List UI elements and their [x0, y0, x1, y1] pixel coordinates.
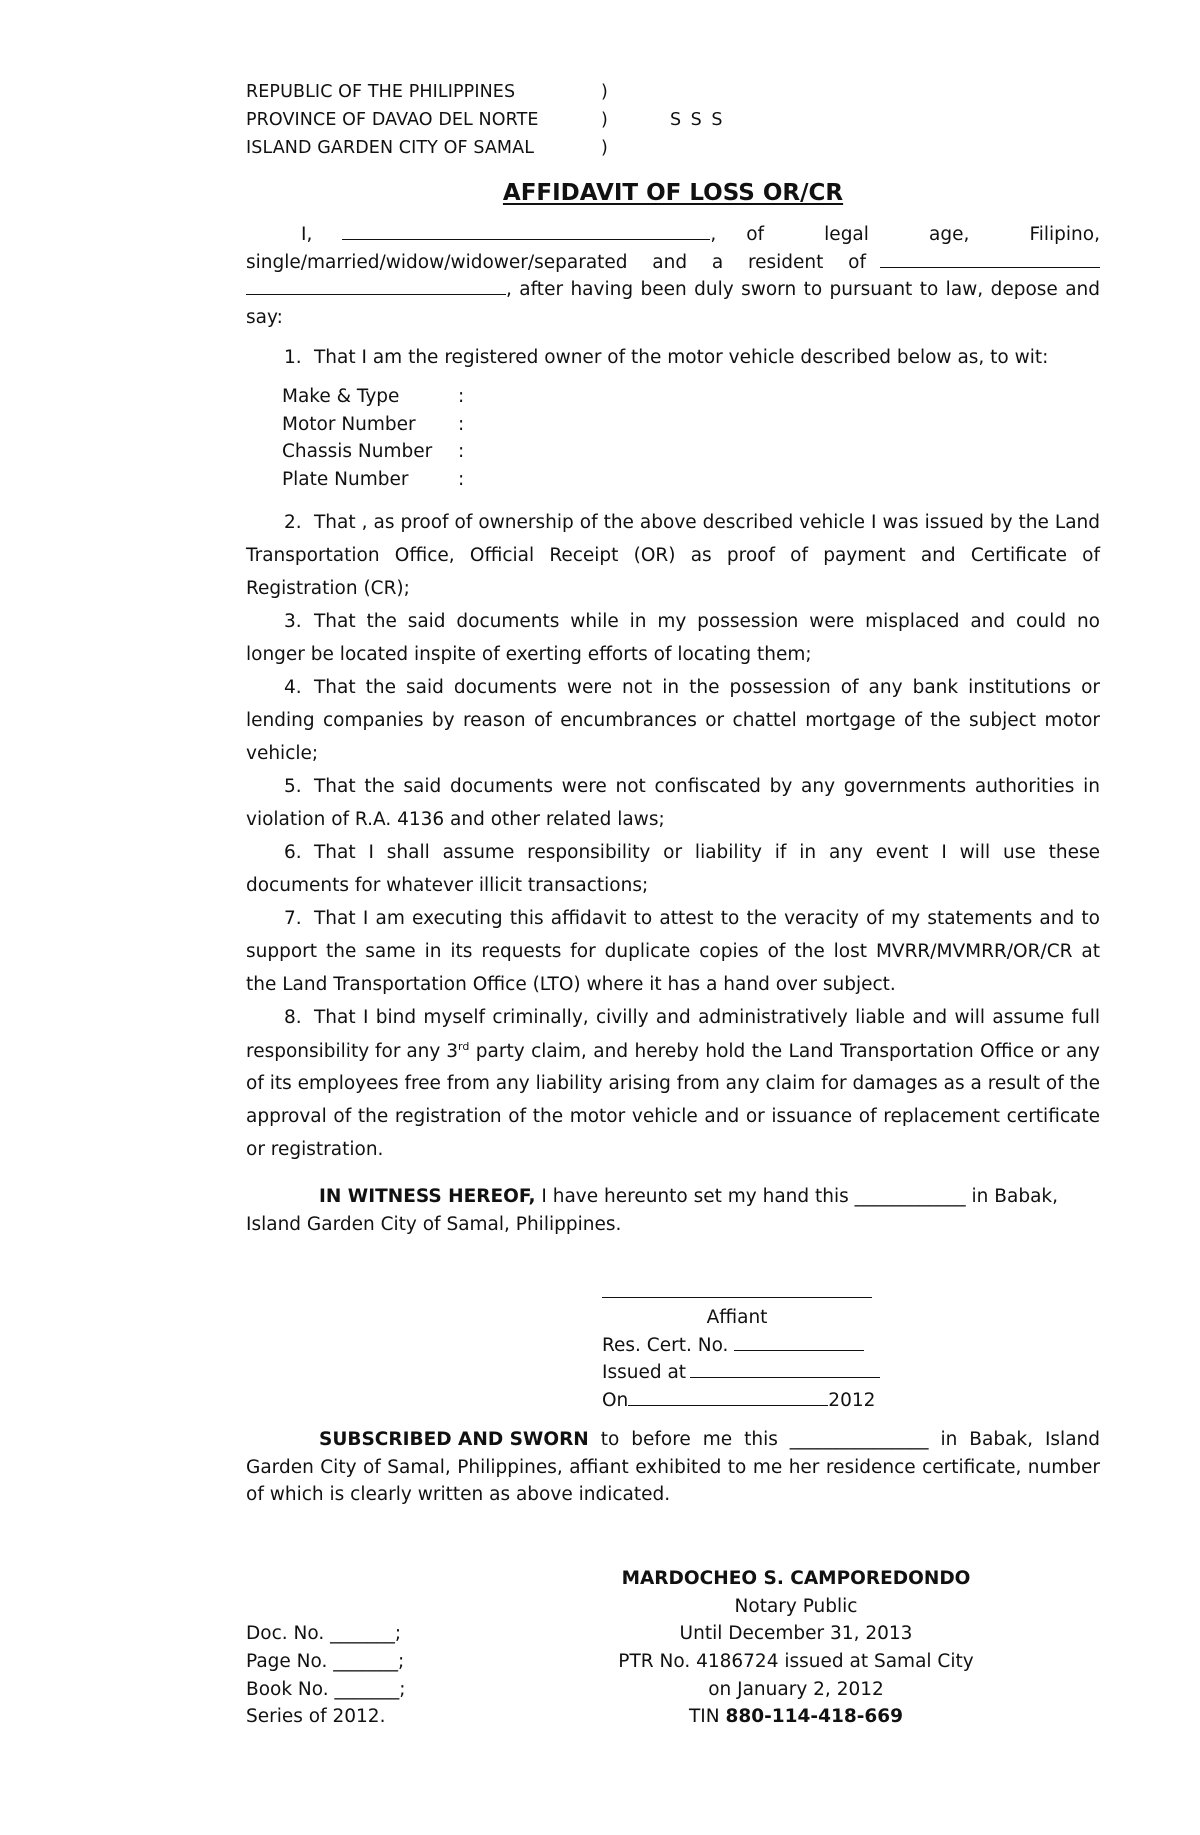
subscribed-bold: SUBSCRIBED AND SWORN: [319, 1429, 589, 1450]
subscribed-line-2: Garden City of Samal, Philippines, affiant exhibited to me her residence certificate, number: [246, 1457, 1100, 1478]
item-2-line-1: That , as proof of ownership of the above described vehicle I was issued by the Land: [314, 512, 1100, 533]
item-4-line-1: That the said documents were not in the possession of any bank institutions or: [314, 677, 1100, 698]
intro-say: say:: [246, 307, 283, 328]
item-5-line-2: violation of R.A. 4136 and other related laws;: [246, 809, 665, 830]
witness-line-2: Island Garden City of Samal, Philippines.: [246, 1214, 622, 1235]
intro-line-2: [246, 252, 1100, 273]
doc-no: Doc. No. _______;: [246, 1623, 402, 1644]
item-8-line-2: [246, 1040, 1100, 1062]
item-8-line-5: or registration.: [246, 1139, 384, 1160]
item-6-line-2: documents for whatever illicit transactions;: [246, 875, 649, 896]
subscribed-line-3: of which is clearly written as above indicated.: [246, 1484, 671, 1505]
caption-sss: S S S: [670, 110, 725, 130]
field-plate-number-colon: :: [458, 469, 465, 490]
notary-tin: [616, 1706, 976, 1727]
item-7-line-1: That I am executing this affidavit to attest to the veracity of my statements and to: [314, 908, 1100, 929]
notary-tin-label: TIN: [689, 1706, 726, 1727]
notary-title: Notary Public: [734, 1596, 858, 1617]
item-8-line-1: That I bind myself criminally, civilly and administratively liable and will assume full: [314, 1007, 1100, 1028]
witness-line-1: [319, 1186, 1058, 1207]
residence-blank-2: [246, 294, 506, 295]
item-8-superscript: rd: [458, 1040, 470, 1053]
residence-blank: [880, 267, 1100, 268]
item-1-text: That I am the registered owner of the motor vehicle described below as, to wit:: [314, 347, 1049, 368]
item-4-line-2: lending companies by reason of encumbrances or chattel mortgage of the subject motor: [246, 710, 1100, 731]
field-motor-number-colon: :: [458, 414, 465, 435]
notary-name: MARDOCHEO S. CAMPOREDONDO: [621, 1568, 971, 1589]
witness-bold: IN WITNESS HEREOF,: [319, 1186, 536, 1207]
item-5-number: 5.: [284, 776, 302, 797]
res-cert-blank: [734, 1350, 864, 1351]
notary-tin-number: 880-114-418-669: [725, 1706, 903, 1727]
on-blank: [628, 1405, 828, 1406]
on-row: [602, 1390, 875, 1411]
item-6-number: 6.: [284, 842, 302, 863]
issued-at-blank: [690, 1377, 880, 1378]
intro-legal-age: of legal age, Filipino,: [746, 224, 1100, 245]
issued-at-label: Issued at: [602, 1362, 687, 1383]
item-8-line-3: of its employees free from any liability arising from any claim for damages as a result of the: [246, 1073, 1100, 1094]
item-6-line-1: That I shall assume responsibility or liability if in any event I will use these: [314, 842, 1100, 863]
field-motor-number: Motor Number: [282, 414, 416, 435]
item-4-number: 4.: [284, 677, 302, 698]
notary-ptr-date: on January 2, 2012: [708, 1679, 884, 1700]
item-7-number: 7.: [284, 908, 302, 929]
on-year: 2012: [828, 1390, 876, 1411]
item-8-number: 8.: [284, 1007, 302, 1028]
notary-ptr: PTR No. 4186724 issued at Samal City: [618, 1651, 974, 1672]
field-chassis-number-colon: :: [458, 441, 465, 462]
item-7-line-3: the Land Transportation Office (LTO) where it has a hand over subject.: [246, 974, 896, 995]
intro-comma: ,: [710, 224, 717, 245]
notary-until: Until December 31, 2013: [679, 1623, 913, 1644]
issued-at-row: [602, 1362, 880, 1383]
intro-i: I,: [301, 224, 313, 245]
item-7-line-2: support the same in its requests for duplicate copies of the lost MVRR/MVMRR/OR/CR at: [246, 941, 1100, 962]
subscribed-line-1: [319, 1429, 1100, 1450]
item-4-line-3: vehicle;: [246, 743, 319, 764]
caption-paren-1: ): [601, 82, 608, 102]
affiant-label: Affiant: [706, 1307, 768, 1328]
item-5-line-1: That the said documents were not confiscated by any governments authorities in: [314, 776, 1100, 797]
field-make-type: Make & Type: [282, 386, 400, 407]
on-label: On: [602, 1390, 629, 1411]
series: Series of 2012.: [246, 1706, 386, 1727]
intro-line-3: [246, 279, 1100, 300]
res-cert-label: Res. Cert. No.: [602, 1335, 729, 1356]
caption-paren-2: ): [601, 110, 608, 130]
item-2-number: 2.: [284, 512, 302, 533]
item-1-number: 1.: [284, 347, 302, 368]
item-2-line-3: Registration (CR);: [246, 578, 410, 599]
intro-sworn: , after having been duly sworn to pursuant to law, depose and: [506, 279, 1100, 300]
item-2-line-2: Transportation Office, Official Receipt (OR) as proof of payment and Certificate of: [246, 545, 1100, 566]
intro-status: single/married/widow/widower/separated and a resident of: [246, 252, 866, 273]
item-8-line-2-post: party claim, and hereby hold the Land Transportation Office or any: [469, 1041, 1100, 1063]
affidavit-page: [246, 0, 1100, 1835]
book-no: Book No. _______;: [246, 1679, 406, 1700]
item-3-line-1: That the said documents while in my possession were misplaced and could no: [314, 611, 1100, 632]
caption-province: PROVINCE OF DAVAO DEL NORTE: [246, 110, 539, 130]
subscribed-text: to before me this _______________ in Babak, Island: [588, 1429, 1100, 1450]
item-3-line-2: longer be located inspite of exerting efforts of locating them;: [246, 644, 812, 665]
item-8-line-2-pre: responsibility for any 3: [246, 1041, 459, 1063]
res-cert-row: [602, 1335, 864, 1356]
item-8-line-4: approval of the registration of the motor vehicle and or issuance of replacement certificate: [246, 1106, 1100, 1127]
caption-city: ISLAND GARDEN CITY OF SAMAL: [246, 138, 535, 158]
field-make-type-colon: :: [458, 386, 465, 407]
affiant-signature-line: [602, 1297, 872, 1298]
field-plate-number: Plate Number: [282, 469, 409, 490]
name-blank: [342, 239, 710, 240]
caption-paren-3: ): [601, 138, 608, 158]
document-title: AFFIDAVIT OF LOSS OR/CR: [502, 180, 844, 206]
item-3-number: 3.: [284, 611, 302, 632]
witness-text: I have hereunto set my hand this ____________ in Babak,: [535, 1186, 1058, 1207]
caption-republic: REPUBLIC OF THE PHILIPPINES: [246, 82, 516, 102]
field-chassis-number: Chassis Number: [282, 441, 433, 462]
page-no: Page No. _______;: [246, 1651, 405, 1672]
intro-line-1: [246, 224, 1100, 245]
